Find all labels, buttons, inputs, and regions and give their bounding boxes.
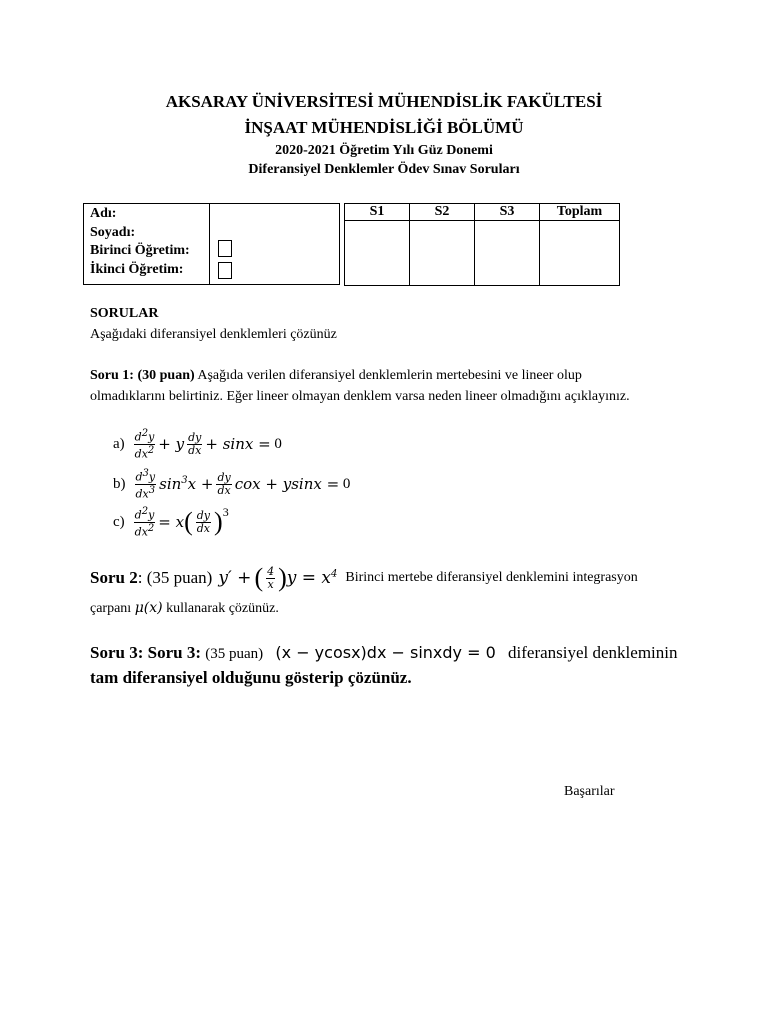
score-cell-s2[interactable] [410,221,475,286]
question-3-points: (35 puan) [205,646,264,662]
question-2-text-line2: çarpanı μ(x) kullanarak çözünüz. [90,600,279,616]
question-2-text: Soru 2 : (35 puan) y′ + ( $\frac{4}{x}$ ) $y = x^4$ Birinci mertebe diferansiyel denklemini integrasyon [90,563,638,592]
student-info-field[interactable] [210,204,340,285]
first-education-checkbox[interactable] [218,240,232,257]
second-education-checkbox[interactable] [218,262,232,279]
equation-c-label: c) [113,513,125,530]
score-header-s2: S2 [410,204,475,221]
score-cell-s3[interactable] [475,221,540,286]
question-3-label: Soru 3: Soru 3: [90,643,201,662]
equation-b: b) $\frac{d^3y}{dx^3}$ $\sin^3x$ + $\frac{dy}{dx}$ cox + ysinx = 0 [113,468,351,501]
question-2-body: Birinci mertebe diferansiyel denklemini integrasyon [345,570,638,585]
student-info-table [83,203,340,285]
term-line: 2020-2021 Öğretim Yılı Güz Donemi [275,143,493,158]
score-cell-s1[interactable] [345,221,410,286]
student-info-labels [84,204,210,285]
score-cell-total[interactable] [540,221,620,286]
question-3-equation: (x − ycosx)dx − sinxdy = 0 [275,643,496,662]
question-2-points: : (35 puan) [137,568,213,587]
surname-label: Soyadı: [90,224,136,240]
exam-title: Diferansiyel Denklemler Ödev Sınav Soruları [248,162,520,177]
equation-a: a) $\frac{d^2y}{dx^2}$ + y $\frac{dy}{dx}$ + sinx = 0 [113,428,282,461]
closing-text: Başarılar [564,784,615,799]
question-3-text [90,643,678,663]
name-label: Adı: [90,206,117,221]
score-header-s3: S3 [475,204,540,221]
second-education-label: İkinci Öğretim: [90,261,184,277]
first-education-label: Birinci Öğretim: [90,243,190,258]
questions-heading: SORULAR [90,306,159,321]
score-header-total: Toplam [540,204,620,221]
score-table [344,203,620,286]
question-2-label: Soru 2 [90,568,138,587]
question-1-label: Soru 1: [90,368,134,383]
score-header-s1: S1 [345,204,410,221]
department-title: İNŞAAT MÜHENDİSLİĞİ BÖLÜMÜ [244,118,524,137]
university-title: AKSARAY ÜNİVERSİTESİ MÜHENDİSLİK FAKÜLTESİ [165,92,603,111]
questions-instruction: Aşağıdaki diferansiyel denklemleri çözünüz [90,327,337,342]
question-3-body: diferansiyel denkleminin [508,643,678,662]
equation-b-label: b) [113,475,126,492]
question-1-text [90,368,582,384]
question-1-points: (30 puan) [137,368,195,383]
question-3-text-line2: tam diferansiyel olduğunu gösterip çözünüz. [90,668,412,687]
equation-a-label: a) [113,435,125,452]
equation-c: c) $\frac{d^2y}{dx^2}$ = x ( $\frac{dy}{dx}$ ) $^3$ [113,504,229,539]
question-1-text-line2: olmadıklarını belirtiniz. Eğer lineer olmayan denklem varsa neden lineer olmadığını açıklayınız. [90,389,630,404]
question-1-body: Aşağıda verilen diferansiyel denklemlerin mertebesini ve lineer olup [197,368,582,383]
